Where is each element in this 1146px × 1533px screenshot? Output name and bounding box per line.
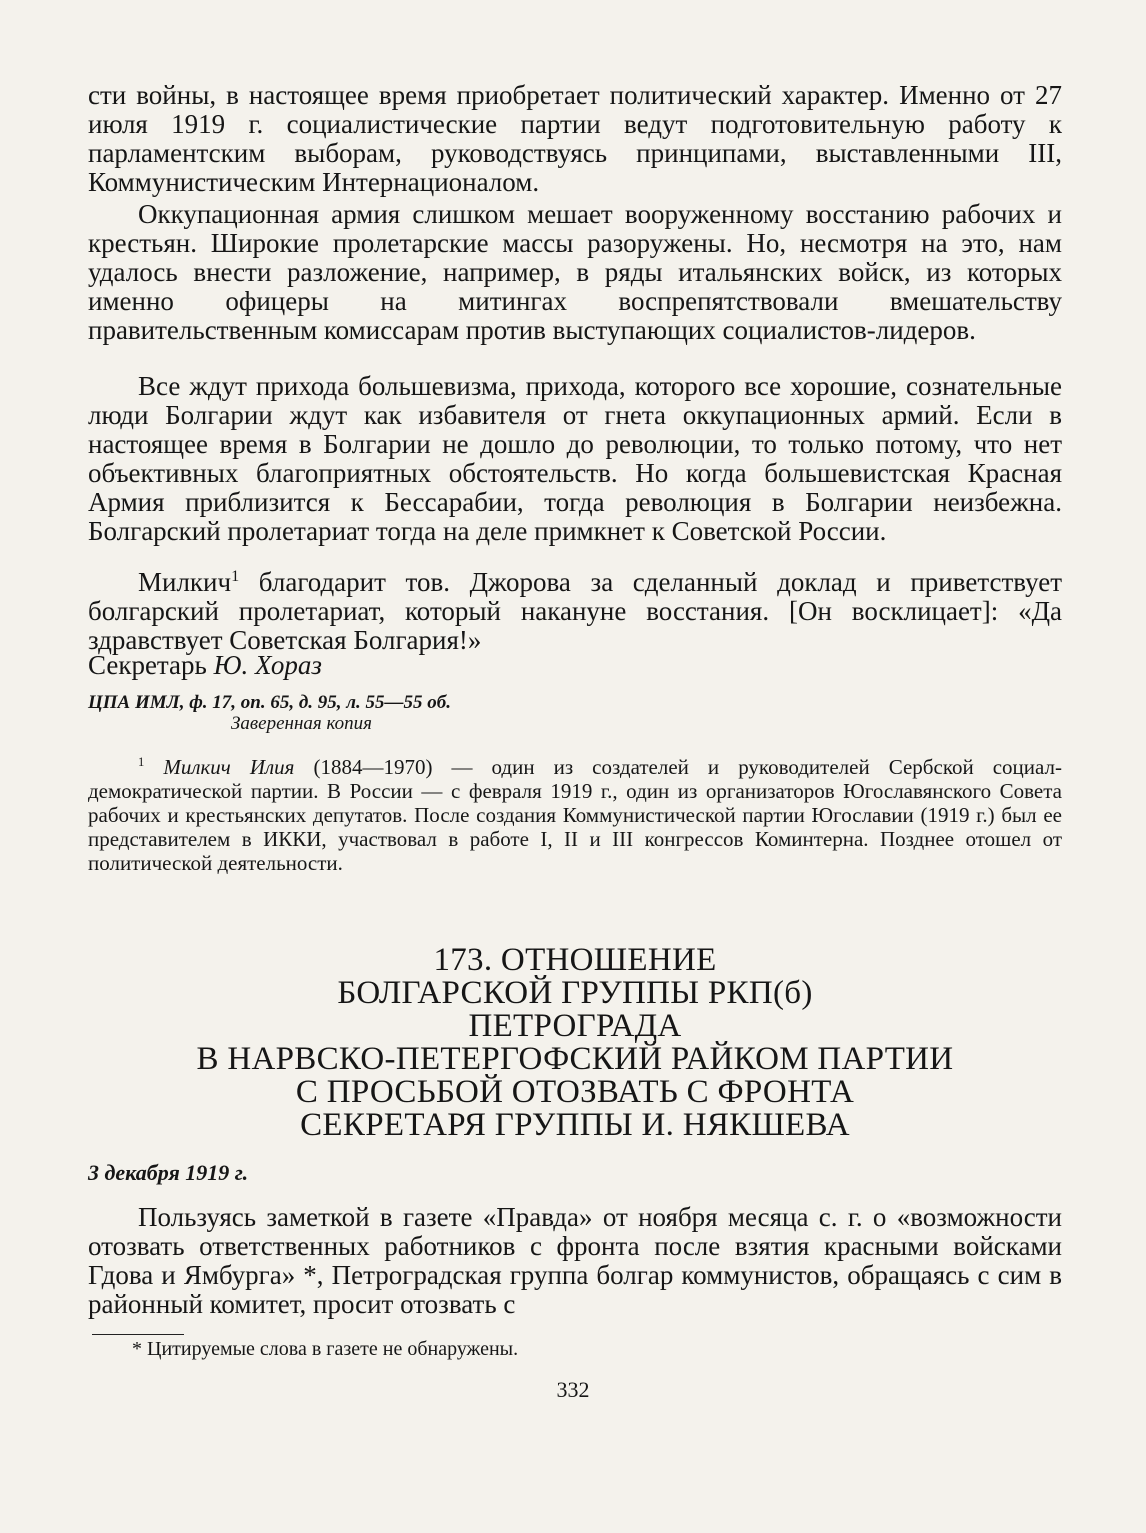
- document-heading: [88, 944, 1062, 1142]
- footnote-2-text: * Цитируемые слова в газете не обнаружены.: [132, 1338, 519, 1360]
- signature: [88, 651, 1062, 680]
- paragraph-milkich: [88, 568, 1062, 655]
- page-number: 332: [556, 1377, 590, 1402]
- footnote-1-mark: 1: [138, 755, 145, 769]
- footnote-ref-1: 1: [231, 567, 240, 585]
- paragraph-continuation: сти войны, в настоящее время приобретает политический характер. Именно от 27 июля 1919 г. социалистические партии ведут подготовительную работу к парламентским выборам, руководствуясь принципами, выставленными III, Коммунистическим Интернационалом.: [88, 80, 1062, 197]
- footnote-divider: [92, 1334, 184, 1335]
- heading-line: В НАРВСКО-ПЕТЕРГОФСКИЙ РАЙКОМ ПАРТИИ: [196, 1041, 954, 1077]
- archive-reference: ЦПА ИМЛ, ф. 17, оп. 65, д. 95, л. 55—55 об.: [88, 692, 452, 713]
- footnote-1-text: (1884—1970) — один из создателей и руководителей Сербской социал-демократической партии. В России — с февраля 1919 г., один из организаторов Югославянского Совета рабочих и крестьянских депутатов. После создания Коммунистической партии Югославии (1919 г.) был ее представителем в ИККИ, участвовал в работе I, II и III конгрессов Коминтерна. Позднее отошел от политической деятельности.: [88, 755, 1062, 875]
- milkich-text: благодарит тов. Джорова за сделанный доклад и приветствует болгарский пролетариат, который накануне восстания. [Он восклицает]: «Да здравствует Советская Болгария!»: [88, 567, 1062, 655]
- footnote-2: [88, 1337, 1062, 1361]
- paragraph-bolshevism: Все ждут прихода большевизма, прихода, которого все хорошие, сознательные люди Болгарии ждут как избавителя от гнета оккупационных армий. Если в настоящее время в Болгарии не дошло до революции, то только потому, что нет объективных благоприятных обстоятельств. Но когда большевистская Красная Армия приблизится к Бессарабии, тогда революция в Болгарии неизбежна. Болгарский пролетариат тогда на деле примкнет к Советской России.: [88, 371, 1062, 546]
- document-date: 3 декабря 1919 г.: [88, 1160, 249, 1185]
- heading-line: ПЕТРОГРАДА: [468, 1008, 682, 1044]
- heading-line: С ПРОСЬБОЙ ОТОЗВАТЬ С ФРОНТА: [295, 1074, 855, 1110]
- signature-title: Секретарь: [88, 650, 214, 680]
- footnote-1-name: Милкич Илия: [163, 755, 295, 779]
- paragraph-occupation-army: Оккупационная армия слишком мешает вооруженному восстанию рабочих и крестьян. Широкие пролетарские массы разоружены. Но, несмотря на это, нам удалось внести разложение, например, в ряды итальянских войск, из которых именно офицеры на митингах воспрепятствовали вмешательству правительственным комиссарам против выступающих социалистов-лидеров.: [88, 199, 1062, 345]
- milkich-name: Милкич: [138, 567, 232, 597]
- certified-copy-note: Заверенная копия: [231, 713, 372, 734]
- heading-line: БОЛГАРСКОЙ ГРУППЫ РКП(б): [337, 975, 813, 1011]
- paragraph-pravda-note: Пользуясь заметкой в газете «Правда» от ноября месяца с. г. о «возможности отозвать ответственных работников с фронта после взятия красными войсками Гдова и Ямбурга» *, Петроградская группа болгар коммунистов, обращаясь с сим в районный комитет, просит отозвать с: [88, 1202, 1062, 1319]
- footnote-1: [88, 755, 1062, 875]
- heading-line: 173. ОТНОШЕНИЕ: [433, 942, 717, 978]
- signature-name: Ю. Хораз: [213, 650, 322, 680]
- heading-line: СЕКРЕТАРЯ ГРУППЫ И. НЯКШЕВА: [300, 1107, 850, 1143]
